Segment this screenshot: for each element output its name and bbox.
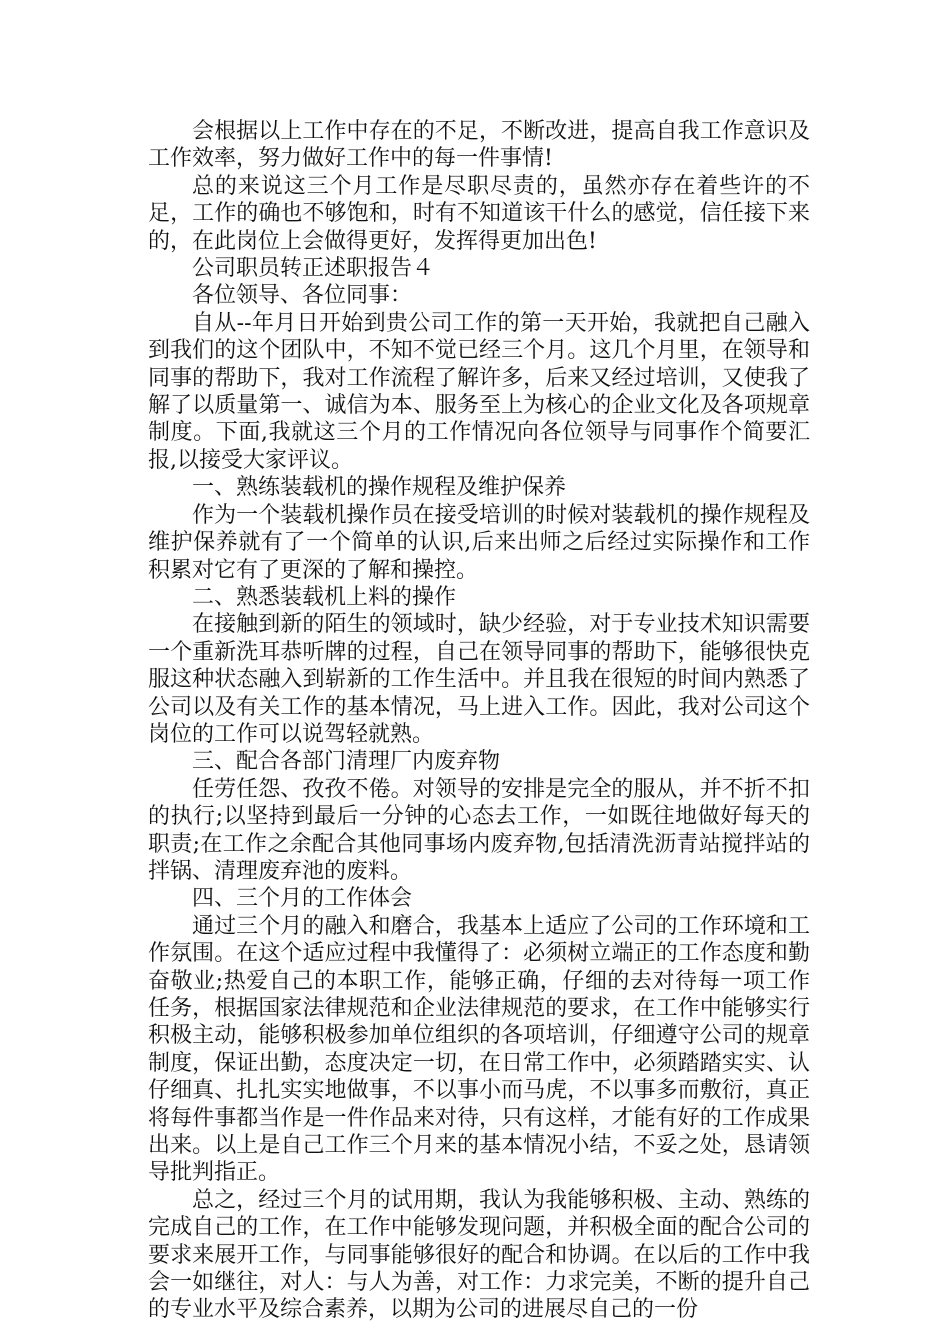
paragraph: 会根据以上工作中存在的不足，不断改进，提高自我工作意识及工作效率，努力做好工作中的每一件事情!: [148, 119, 810, 172]
section-heading: 三、配合各部门清理厂内废弃物: [192, 749, 501, 775]
paragraph: 自从--年月日开始到贵公司工作的第一天开始，我就把自己融入到我们的这个团队中，不知不觉已经三个月。这几个月里，在领导和同事的帮助下，我对工作流程了解许多，后来又经过培训，又使我了解了以质量第一、诚信为本、服务至上为核心的企业文化及各项规章制度。下面,我就这三个月的工作情况向各位领导与同事作个简要汇报,以接受大家评议。: [148, 310, 810, 473]
paragraph: 作为一个装载机操作员在接受培训的时候对装载机的操作规程及维护保养就有了一个简单的认识,后来出师之后经过实际操作和工作积累对它有了更深的了解和操控。: [148, 502, 810, 583]
paragraph: 总的来说这三个月工作是尽职尽责的，虽然亦存在着些许的不足，工作的确也不够饱和，时有不知道该干什么的感觉，信任接下来的，在此岗位上会做得更好，发挥得更加出色!: [148, 173, 810, 254]
section-heading: 四、三个月的工作体会: [192, 886, 413, 912]
document-body: [148, 118, 810, 1324]
paragraph: 总之，经过三个月的试用期，我认为我能够积极、主动、熟练的完成自己的工作，在工作中能够发现问题，并积极全面的配合公司的要求来展开工作，与同事能够很好的配合和协调。在以后的工作中我会一如继往，对人：与人为善，对工作：力求完美，不断的提升自己的专业水平及综合素养，以期为公司的进展尽自己的一份: [148, 1187, 810, 1323]
paragraph: 通过三个月的融入和磨合，我基本上适应了公司的工作环境和工作氛围。在这个适应过程中我懂得了：必须树立端正的工作态度和勤奋敬业;热爱自己的本职工作，能够正确，仔细的去对待每一项工作任务，根据国家法律规范和企业法律规范的要求，在工作中能够实行积极主动，能够积极参加单位组织的各项培训，仔细遵守公司的规章制度，保证出勤，态度决定一切，在日常工作中，必须踏踏实实、认仔细真、扎扎实实地做事，不以事小而马虎，不以事多而敷衍，真正将每件事都当作是一件作品来对待，只有这样，才能有好的工作成果出来。以上是自己工作三个月来的基本情况小结，不妥之处，恳请领导批判指正。: [148, 913, 810, 1186]
salutation: 各位领导、各位同事：: [192, 283, 413, 309]
section-heading: 一、熟练装载机的操作规程及维护保养: [192, 475, 567, 501]
paragraph: 任劳任怨、孜孜不倦。对领导的安排是完全的服从，并不折不扣的执行;以坚持到最后一分钟的心态去工作，一如既往地做好每天的职责;在工作之余配合其他同事场内废弃物,包括清洗沥青站搅拌站的拌锅、清理废弃池的废料。: [148, 776, 810, 884]
report-title: 公司职员转正述职报告４: [192, 256, 435, 282]
section-heading: 二、熟悉装载机上料的操作: [192, 584, 457, 610]
paragraph: 在接触到新的陌生的领域时，缺少经验，对于专业技术知识需要一个重新洗耳恭听牌的过程，自己在领导同事的帮助下，能够很快克服这种状态融入到崭新的工作生活中。并且我在很短的时间内熟悉了公司以及有关工作的基本情况，马上进入工作。因此，我对公司这个岗位的工作可以说驾轻就熟。: [148, 612, 810, 747]
